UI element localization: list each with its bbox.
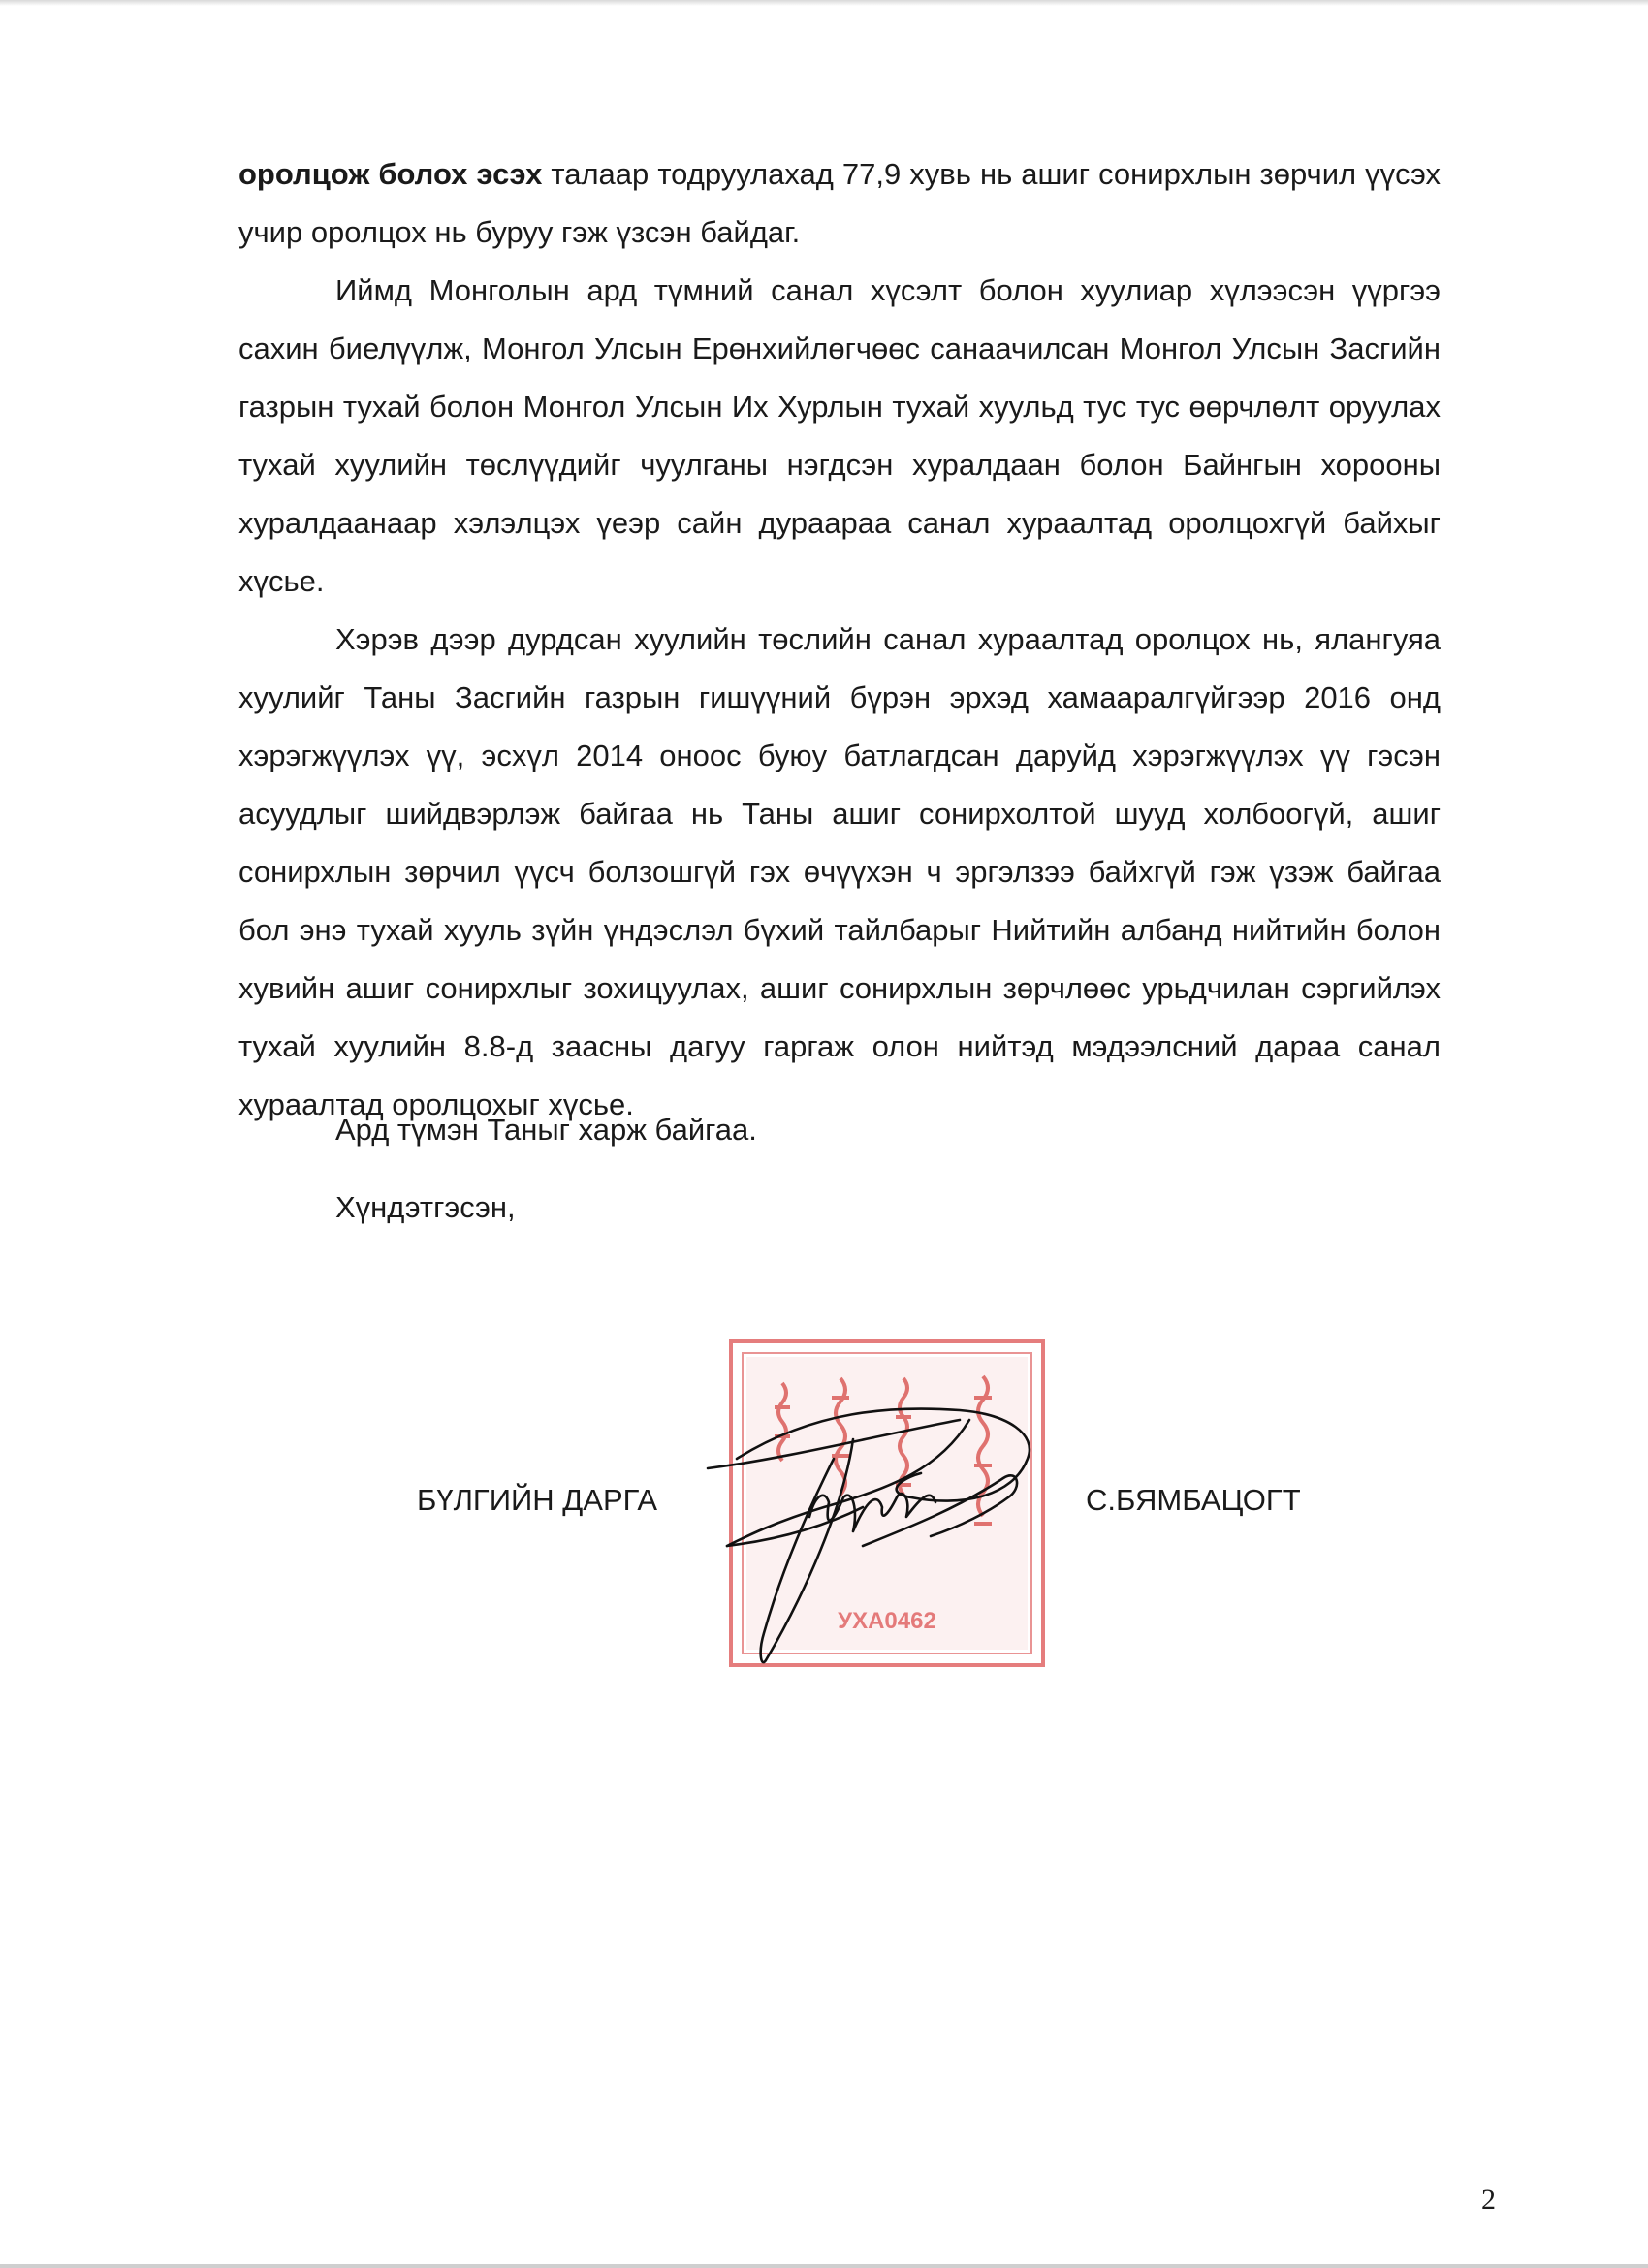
letter-body xyxy=(238,145,1441,1134)
paragraph-3: Хэрэв дээр дурдсан хуулийн төслийн санал хураалтад оролцох нь, ялангуяа хуулийг Таны Засгийн газрын гишүүний бүрэн эрхэд хамааралгүйгээр 2016 онд хэрэгжүүлэх үү, эсхүл 2014 оноос буюу батлагдсан даруйд хэрэгжүүлэх үү гэсэн асуудлыг шийдвэрлэж байгаа нь Таны ашиг сонирхолтой шууд холбоогүй, ашиг сонирхлын зөрчил үүсч болзошгүй гэх өчүүхэн ч эргэлзээ байхгүй гэж үзэж байгаа бол энэ тухай хууль зүйн үндэслэл бүхий тайлбарыг Нийтийн албанд нийтийн болон хувийн ашиг сонирхлыг зохицуулах, ашиг сонирхлын зөрчлөөс урьдчилан сэргийлэх тухай хуулийн 8.8-д заасны дагуу гаргаж олон нийтэд мэдээлсний дараа санал хураалтад оролцохыг хүсье. xyxy=(238,622,1441,1121)
signatory-title: БҮЛГИЙН ДАРГА xyxy=(417,1483,658,1517)
seal-code: УХА0462 xyxy=(838,1608,936,1634)
salutation: Хүндэтгэсэн, xyxy=(335,1190,516,1224)
paragraph-1-text: талаар тодруулахад 77,9 хувь нь ашиг сонирхлын зөрчил үүсэх учир оролцох нь буруу гэж үзсэн байдаг. xyxy=(238,157,1441,249)
paragraph-1-bold-lead: оролцож болох эсэх xyxy=(238,157,543,191)
page-edge-top xyxy=(0,0,1648,6)
paragraph-1 xyxy=(238,145,1441,262)
page-number: 2 xyxy=(1481,2184,1496,2216)
handwritten-signature xyxy=(669,1352,1047,1682)
page-edge-bottom xyxy=(0,2264,1648,2268)
signatory-name: С.БЯМБАЦОГТ xyxy=(1086,1483,1301,1517)
paragraph-2: Иймд Монголын ард түмний санал хүсэлт болон хуулиар хүлээсэн үүргээ сахин биелүүлж, Монгол Улсын Ерөнхийлөгчөөс санаачилсан Монгол Улсын Засгийн газрын тухай болон Монгол Улсын Их Хурлын тухай хуульд тус тус өөрчлөлт оруулах тухай хуулийн төслүүдийг чуулганы нэгдсэн хуралдаан болон Байнгын хорооны хуралдаанаар хэлэлцэх үеэр сайн дураараа санал хураалтад оролцохгүй байхыг хүсье. xyxy=(238,273,1441,598)
closing-line: Ард түмэн Таныг харж байгаа. xyxy=(335,1113,757,1147)
